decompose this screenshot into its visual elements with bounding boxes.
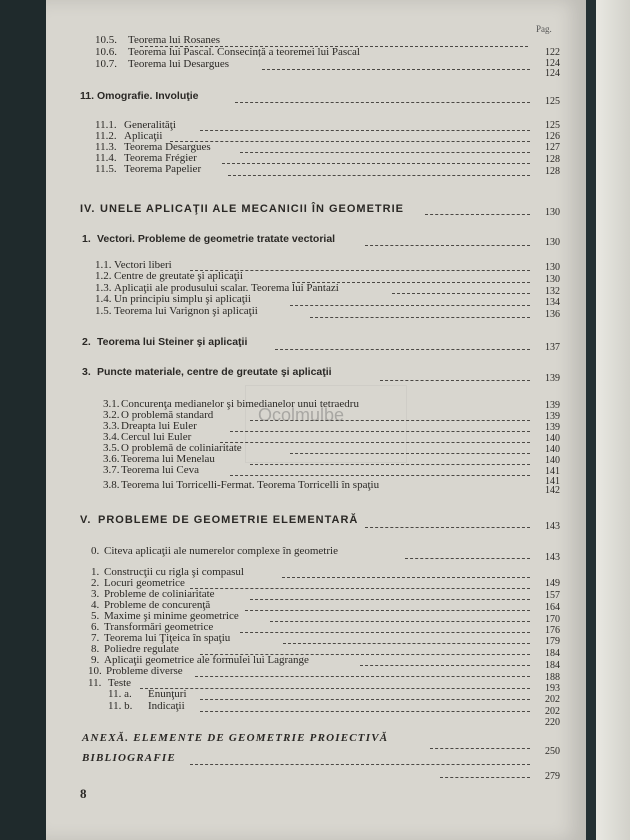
leader-dots (392, 293, 530, 294)
entry-title: Teorema lui Pascal. Consecință a teoremei lui Pascal (128, 46, 360, 58)
leader-dots (440, 777, 530, 778)
leader-dots (245, 610, 530, 611)
leader-dots (195, 676, 530, 677)
entry-title: Transformări geometrice (104, 621, 214, 633)
entry-number: 11. (88, 677, 102, 689)
entry-title: Concurenţa medianelor şi bimedianelor unui tetraedru (121, 398, 359, 410)
entry-title: Aplicaţii geometrice ale formulei lui Lagrange (104, 654, 309, 666)
entry-page: 140 (545, 433, 560, 444)
entry-page: 149 (545, 578, 560, 589)
entry-page: 130 (545, 237, 560, 248)
leader-dots (360, 665, 530, 666)
watermark-text: Ocolmulbe (258, 405, 345, 425)
entry-page: 179 (545, 636, 560, 647)
entry-number: 11. b. (108, 700, 133, 712)
entry-number: 3.3. (103, 420, 120, 432)
entry-page: 143 (545, 552, 560, 563)
leader-dots (222, 163, 530, 164)
leader-dots (275, 349, 530, 350)
entry-number: 7. (91, 632, 100, 644)
entry-page: 279 (545, 771, 560, 782)
entry-number: 2. (82, 336, 91, 348)
leader-dots (190, 764, 530, 765)
entry-page: 184 (545, 648, 560, 659)
entry-page: 142 (545, 485, 560, 496)
entry-title: O problemă standard (121, 409, 214, 421)
leader-dots (235, 102, 530, 103)
entry-number: IV. (80, 203, 96, 215)
entry-page: 140 (545, 455, 560, 466)
entry-page: 184 (545, 660, 560, 671)
entry-number: 1.2. (95, 270, 112, 282)
entry-page: 136 (545, 309, 560, 320)
entry-number: 10.5. (95, 34, 117, 46)
leader-dots (250, 599, 530, 600)
leader-dots (365, 245, 530, 246)
entry-page: 128 (545, 154, 560, 165)
entry-title: Maxime şi minime geometrice (104, 610, 239, 622)
entry-title: Probleme de concurenţă (104, 599, 211, 611)
entry-title: Probleme diverse (106, 665, 183, 677)
entry-number: 3.1. (103, 398, 120, 410)
entry-title: Teorema Desargues (124, 141, 211, 153)
entry-title: Dreapta lui Euler (121, 420, 197, 432)
entry-page: 124 (545, 68, 560, 79)
leader-dots (220, 442, 530, 443)
entry-page: 130 (545, 262, 560, 273)
entry-number: 3. (82, 366, 91, 378)
entry-page: 157 (545, 590, 560, 601)
entry-number: 10.6. (95, 46, 117, 58)
entry-title: Enunţuri (148, 688, 187, 700)
entry-page: 122 (545, 47, 560, 58)
entry-title: Generalităţi (124, 119, 176, 131)
entry-number: 1.3. (95, 282, 112, 294)
entry-number: 3.5. (103, 442, 120, 454)
entry-number: 1.4. (95, 293, 112, 305)
entry-page: 202 (545, 694, 560, 705)
leader-dots (228, 175, 530, 176)
leader-dots (140, 688, 530, 689)
leader-dots (365, 527, 530, 528)
entry-number: 3.6. (103, 453, 120, 465)
entry-page: 128 (545, 166, 560, 177)
entry-page: 188 (545, 672, 560, 683)
entry-page: 127 (545, 142, 560, 153)
leader-dots (230, 475, 530, 476)
entry-page: 141 (545, 476, 560, 487)
entry-page: 176 (545, 625, 560, 636)
entry-page: 134 (545, 297, 560, 308)
leader-dots (200, 130, 530, 131)
entry-number: 11.1. (95, 119, 117, 131)
entry-number: 0. (91, 545, 100, 557)
leader-dots (282, 577, 530, 578)
leader-dots (380, 380, 530, 381)
entry-page: 130 (545, 207, 560, 218)
entry-title: Teorema lui Torricelli-Fermat. Teorema Torricelli în spaţiu (121, 479, 380, 491)
entry-number: 9. (91, 654, 100, 666)
leader-dots (290, 305, 530, 306)
entry-page: 170 (545, 614, 560, 625)
entry-number: 11.2. (95, 130, 117, 142)
leader-dots (290, 453, 530, 454)
entry-number: 3.2. (103, 409, 120, 421)
entry-title: Indicaţii (148, 700, 185, 712)
entry-title: Teorema lui Steiner şi aplicaţii (97, 336, 248, 348)
entry-number: 3.7. (103, 464, 120, 476)
leader-dots (170, 141, 530, 142)
leader-dots (310, 317, 530, 318)
entry-page: 143 (545, 521, 560, 532)
entry-title: Un principiu simplu şi aplicaţii (114, 293, 251, 305)
entry-page: 220 (545, 717, 560, 728)
entry-title: Vectori liberi (114, 259, 172, 271)
entry-page: 202 (545, 706, 560, 717)
entry-title: Teorema lui Menelau (121, 453, 215, 465)
entry-page: 126 (545, 131, 560, 142)
entry-page: 132 (545, 286, 560, 297)
leader-dots (240, 152, 530, 153)
leader-dots (270, 621, 530, 622)
entry-title: BIBLIOGRAFIE (82, 752, 176, 764)
entry-page: 250 (545, 746, 560, 757)
leader-dots (240, 632, 530, 633)
entry-number: 2. (91, 577, 100, 589)
leader-dots (405, 558, 530, 559)
entry-title: Teorema lui Rosanes (128, 34, 221, 46)
entry-number: 11.3. (95, 141, 117, 153)
next-page-strip (596, 0, 630, 840)
entry-page: 125 (545, 120, 560, 131)
entry-title: Teorema lui Ţiţeica în spaţiu (104, 632, 231, 644)
entry-page: 137 (545, 342, 560, 353)
entry-title: Teorema Frégier (124, 152, 197, 164)
entry-page: 139 (545, 373, 560, 384)
entry-number: 11.4. (95, 152, 117, 164)
entry-page: 139 (545, 422, 560, 433)
leader-dots (200, 711, 530, 712)
entry-number: 1.5. (95, 305, 112, 317)
entry-page: 193 (545, 683, 560, 694)
entry-number: 11. (80, 90, 95, 102)
leader-dots (250, 464, 530, 465)
entry-title: Aplicaţii (124, 130, 163, 142)
entry-number: 10. (88, 665, 102, 677)
entry-number: 11. a. (108, 688, 132, 700)
entry-number: 3.4. (103, 431, 120, 443)
entry-number: 1. (91, 566, 100, 578)
leader-dots (425, 214, 530, 215)
entry-page: 130 (545, 274, 560, 285)
entry-title: PROBLEME DE GEOMETRIE ELEMENTARĂ (98, 514, 359, 526)
entry-number: 1.1. (95, 259, 112, 271)
entry-title: Aplicaţii ale produsului scalar. Teorema lui Pantazi (114, 282, 339, 294)
leader-dots (430, 748, 530, 749)
entry-title: Teorema Papelier (124, 163, 202, 175)
entry-title: Poliedre regulate (104, 643, 179, 655)
page-number: 8 (80, 786, 87, 801)
entry-page: 139 (545, 411, 560, 422)
entry-page: 125 (545, 96, 560, 107)
entry-number: 11.5. (95, 163, 117, 175)
entry-title: Teste (108, 677, 132, 689)
leader-dots (200, 699, 530, 700)
entry-number: 1. (82, 233, 91, 245)
entry-number: 6. (91, 621, 100, 633)
entry-number: 3.8. (103, 479, 120, 491)
entry-title: UNELE APLICAŢII ALE MECANICII ÎN GEOMETRIE (100, 203, 404, 215)
entry-title: Construcţii cu rigla şi compasul (104, 566, 244, 578)
entry-page: 139 (545, 400, 560, 411)
leader-dots (262, 69, 530, 70)
entry-number: 10.7. (95, 58, 117, 70)
entry-number: 3. (91, 588, 100, 600)
page-column-header: Pag. (536, 24, 552, 34)
leader-dots (190, 588, 530, 589)
entry-page: 164 (545, 602, 560, 613)
entry-title: Probleme de coliniaritate (104, 588, 215, 600)
entry-number: 4. (91, 599, 100, 611)
entry-title: Cercul lui Euler (121, 431, 192, 443)
entry-title: Centre de greutate şi aplicaţii (114, 270, 243, 282)
entry-page: 124 (545, 58, 560, 69)
entry-title: ANEXĂ. ELEMENTE DE GEOMETRIE PROIECTIVĂ (82, 732, 389, 744)
leader-dots (250, 420, 530, 421)
entry-number: V. (80, 514, 92, 526)
entry-number: 8. (91, 643, 100, 655)
entry-page: 140 (545, 444, 560, 455)
entry-title: Teorema lui Varignon şi aplicaţii (114, 305, 258, 317)
entry-title: Teorema lui Ceva (121, 464, 200, 476)
entry-title: Teorema lui Desargues (128, 58, 230, 70)
entry-title: Citeva aplicaţii ale numerelor complexe în geometrie (104, 545, 338, 557)
entry-page: 141 (545, 466, 560, 477)
entry-title: Puncte materiale, centre de greutate şi aplicaţii (97, 366, 332, 378)
entry-title: Omografie. Involuţie (97, 90, 199, 102)
entry-title: Locuri geometrice (104, 577, 185, 589)
entry-title: Vectori. Probleme de geometrie tratate vectorial (97, 233, 336, 245)
leader-dots (230, 431, 530, 432)
leader-dots (283, 643, 530, 644)
entry-title: O problemă de coliniaritate (121, 442, 242, 454)
entry-number: 5. (91, 610, 100, 622)
